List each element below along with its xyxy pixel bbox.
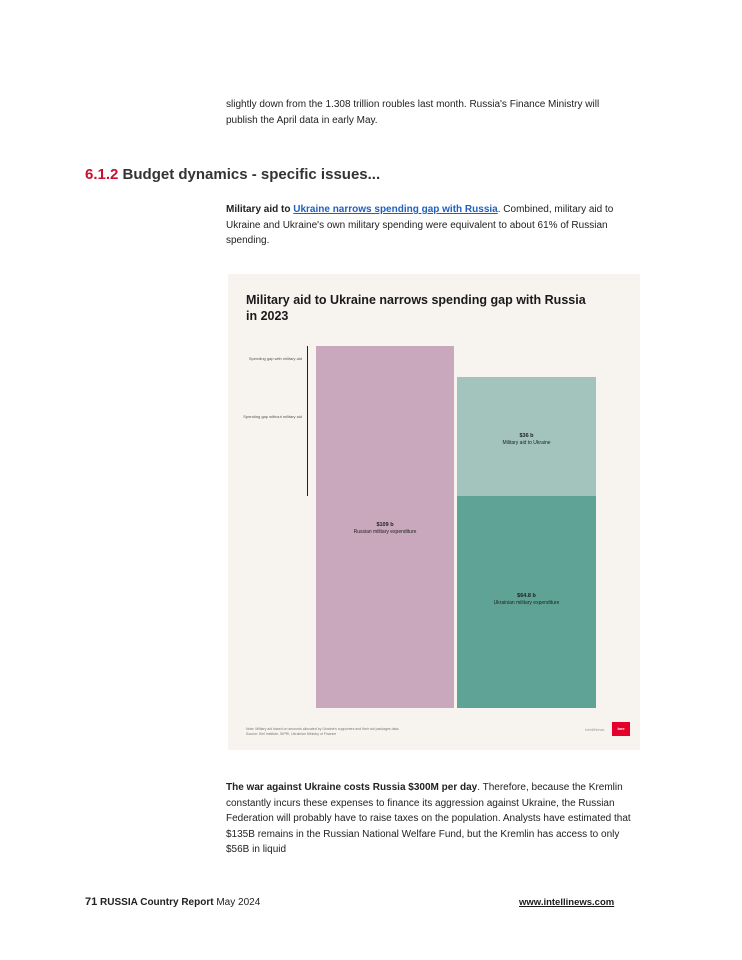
chart-source-line: Source: Kiel Institute, SIPRI, Ukrainian Ministry of Finance (246, 732, 337, 736)
bar-label-russia (316, 522, 454, 536)
bar-value-ukraine: $64.8 b (517, 593, 536, 599)
paragraph-body: . Combined, military aid to Ukraine and Ukraine's own military spending were equivalent to about 61% of Russian spending. (226, 204, 614, 246)
paragraph2-body: . Therefore, because the Kremlin constantly incurs these expenses to finance its aggression against Ukraine, the Russian Federation will probably have to raise taxes on the population. Analysts have estimated that $135B remains in the Russian National Welfare Fund, but the Kremlin has access to only $56B in liquid (226, 782, 631, 855)
paragraph2-lead: The war against Ukraine costs Russia $300M per day (226, 782, 478, 793)
bracket-line (307, 346, 308, 496)
bar-label-aid (457, 433, 596, 447)
logo-caption: IntelliNews (585, 727, 605, 732)
paragraph-war-cost (226, 780, 642, 858)
bar-desc-aid: Military aid to Ukraine (502, 440, 551, 446)
chart-figure (228, 274, 640, 750)
chart-note: Note: Military aid based on amounts allocated by Ukraine's supporters and their aid packages data. (246, 727, 400, 731)
intro-paragraph: slightly down from the 1.308 trillion roubles last month. Russia's Finance Ministry will publish the April data in early May. (226, 99, 600, 126)
page-number: 71 (85, 896, 98, 908)
report-name: RUSSIA Country Report (100, 897, 214, 908)
report-date: May 2024 (216, 897, 261, 908)
paragraph-lead: Military aid to (226, 204, 291, 215)
chart-title: Military aid to Ukraine narrows spending gap with Russia in 2023 (246, 293, 586, 323)
bne-logo: bne (612, 722, 630, 736)
section-heading (85, 166, 380, 183)
bracket-label-bottom: Spending gap without military aid (243, 414, 302, 419)
bar-value-russia: $109 b (376, 522, 394, 528)
bar-military-aid (457, 377, 596, 496)
bracket-label-top: Spending gap with military aid (248, 356, 302, 361)
footer-website-link[interactable]: www.intellinews.com (519, 897, 615, 908)
bar-desc-russia: Russian military expenditure (353, 529, 417, 535)
article-link[interactable]: Ukraine narrows spending gap with Russia (293, 204, 498, 215)
bar-ukraine (457, 496, 596, 708)
chart-source (246, 727, 506, 737)
bar-desc-ukraine: Ukrainian military expenditure (493, 600, 560, 606)
section-number: 6.1.2 (85, 166, 119, 183)
bar-value-aid: $36 b (519, 433, 534, 439)
page-footer (85, 896, 260, 908)
section-title: Budget dynamics - specific issues... (122, 166, 381, 183)
bar-russia (316, 346, 454, 708)
paragraph-military-aid (226, 202, 642, 249)
bar-label-ukraine (457, 593, 596, 607)
